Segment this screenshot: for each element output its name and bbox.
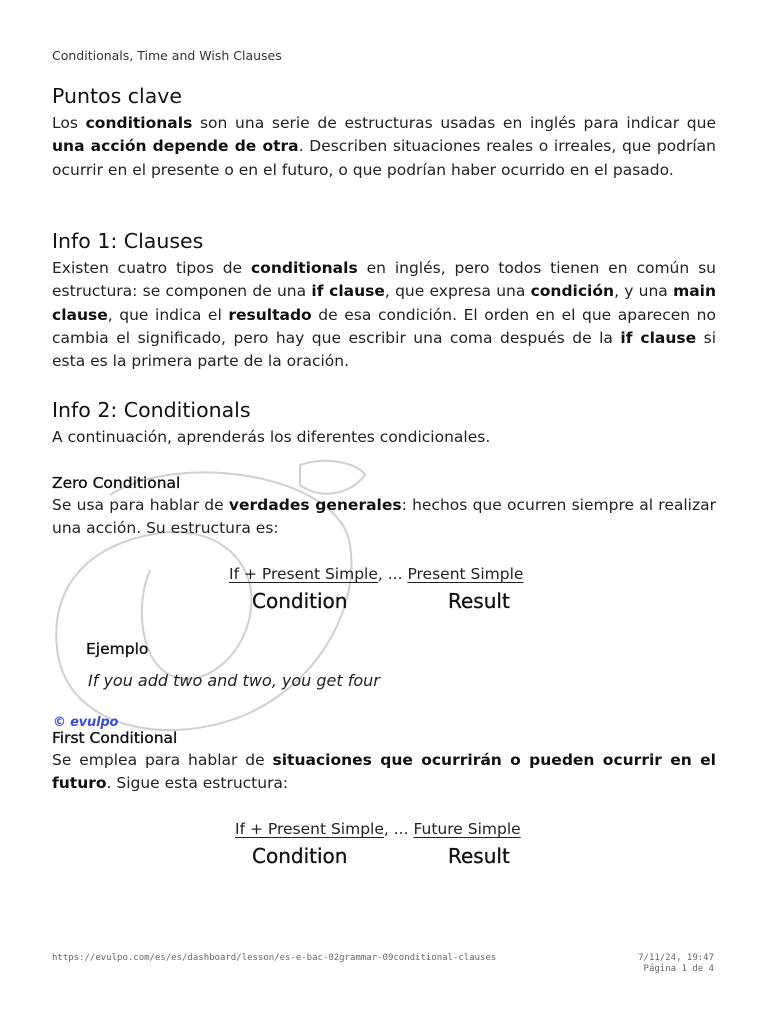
first-conditional — [52, 727, 716, 796]
zero-condition-label: Condition — [252, 589, 348, 613]
zero-formula: If + Present Simple, ... Present Simple — [229, 565, 524, 583]
zero-conditional — [52, 472, 716, 541]
section-puntos-clave — [52, 82, 716, 182]
subsection-paragraph: Se emplea para hablar de situaciones que ocurrirán o pueden ocurrir en el futuro. Sigue esta estructura: — [52, 751, 716, 793]
section-info-2 — [52, 396, 716, 449]
subsection-paragraph: Se usa para hablar de verdades generales: hechos que ocurren siempre al realizar una acción. Su estructura es: — [52, 496, 716, 538]
subsection-title: Zero Conditional — [52, 474, 181, 492]
example-title: Ejemplo — [86, 640, 149, 658]
footer-date: 7/11/24, 19:47 — [638, 953, 714, 963]
first-formula: If + Present Simple, ... Future Simple — [235, 820, 521, 838]
first-result-label: Result — [448, 844, 510, 868]
footer-meta — [638, 953, 714, 975]
section-paragraph: Existen cuatro tipos de conditionals en inglés, pero todos tienen en común su estructura: se componen de una if clause, que expresa una condición, y una main clause, que indica el resultado de esa condición. El orden en el que aparecen no cambia el significado, pero hay que escribir una coma después de la if clause si esta es la primera parte de la oración. — [52, 259, 717, 371]
section-heading: Info 2: Conditionals — [52, 398, 251, 422]
footer-page-number: Página 1 de 4 — [643, 964, 714, 974]
section-info-1 — [52, 227, 716, 373]
section-intro: A continuación, aprenderás los diferentes condicionales. — [52, 428, 491, 446]
running-header: Conditionals, Time and Wish Clauses — [52, 48, 282, 63]
zero-result-label: Result — [448, 589, 510, 613]
evulpo-logo: © evulpo — [53, 715, 119, 730]
section-heading: Puntos clave — [52, 84, 183, 108]
section-heading: Info 1: Clauses — [52, 229, 204, 253]
first-condition-label: Condition — [252, 844, 348, 868]
footer-url: https://evulpo.com/es/es/dashboard/lesson/es-e-bac-02grammar-09conditional-clauses — [52, 953, 497, 963]
subsection-title: First Conditional — [52, 729, 178, 747]
example-text: If you add two and two, you get four — [88, 671, 380, 690]
section-paragraph: Los conditionals son una serie de estructuras usadas en inglés para indicar que una acción depende de otra. Describen situaciones reales o irreales, que podrían ocurrir en el presente o en el futuro, o que podrían haber ocurrido en el pasado. — [52, 114, 716, 179]
